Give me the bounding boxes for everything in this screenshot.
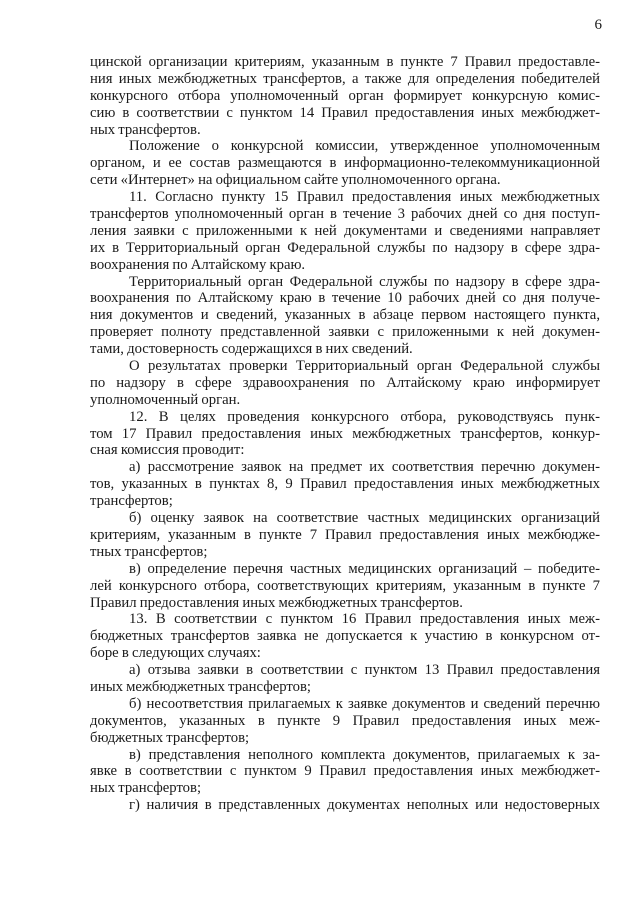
text-line: ния документов и сведений, указанных в абзаце первом настоящего пункта, xyxy=(90,307,600,324)
text-line: б) оценку заявок на соответствие частных медицинских организаций xyxy=(129,510,600,527)
text-line: иных межбюджетных трансфертов; xyxy=(90,678,311,695)
text-line: органом, и ее состав размещаются в информационно-телекоммуникационной xyxy=(90,155,600,172)
text-line: их в Территориальный орган Федеральной службы по надзору в сфере здра- xyxy=(90,239,600,256)
text-line: в) представления неполного комплекта документов, прилагаемых к за- xyxy=(129,746,600,763)
text-line: сию в соответствии с пунктом 14 Правил предоставления иных межбюджет- xyxy=(90,104,600,121)
text-line: по надзору в сфере здравоохранения по Алтайскому краю информирует xyxy=(90,374,600,391)
text-line: документов, указанных в пункте 9 Правил предоставления иных меж- xyxy=(90,712,600,729)
text-line: критериям, указанным в пункте 7 Правил предоставления иных межбюдже- xyxy=(90,526,600,543)
text-line: а) рассмотрение заявок на предмет их соответствия перечню докумен- xyxy=(129,459,600,476)
text-line: цинской организации критериям, указанным в пункте 7 Правил предоставле- xyxy=(90,54,600,70)
text-line: г) наличия в представленных документах неполных или недостоверных xyxy=(129,797,600,814)
text-line: лей конкурсного отбора, соответствующих критериям, указанным в пункте 7 xyxy=(90,577,600,594)
text-line: сная комиссия проводит: xyxy=(90,442,245,459)
text-line: тов, указанных в пунктах 8, 9 Правил предоставления иных межбюджетных xyxy=(90,476,600,493)
text-line: ных трансфертов; xyxy=(90,780,202,797)
text-line: воохранения по Алтайскому краю. xyxy=(90,256,306,273)
text-line: 11. Согласно пункту 15 Правил предоставления иных межбюджетных xyxy=(129,189,600,206)
text-line: уполномоченный орган. xyxy=(90,391,241,408)
text-line: в) определение перечня частных медицинских организаций – победите- xyxy=(129,560,600,577)
text-line: а) отзыва заявки в соответствии с пунктом 13 Правил предоставления xyxy=(129,662,600,679)
text-line: ления заявки с приложенными к ней документами и сведениями направляет xyxy=(90,222,600,239)
body-text xyxy=(90,54,600,814)
text-line: бюджетных трансфертов заявка не допускается к участию в конкурсном от- xyxy=(90,628,600,645)
text-line: тных трансфертов; xyxy=(90,543,208,560)
text-line: б) несоответствия прилагаемых к заявке документов и сведений перечню xyxy=(129,695,600,712)
text-line: 12. В целях проведения конкурсного отбора, руководствуясь пунк- xyxy=(129,408,600,425)
text-line: том 17 Правил предоставления иных межбюджетных трансфертов, конкур- xyxy=(90,425,600,442)
text-line: Положение о конкурсной комиссии, утвержденное уполномоченным xyxy=(129,138,600,155)
page-number: 6 xyxy=(594,17,602,33)
text-line: 13. В соответствии с пунктом 16 Правил предоставления иных меж- xyxy=(129,611,600,628)
text-line: бюджетных трансфертов; xyxy=(90,729,250,746)
text-line: тами, достоверность содержащихся в них сведений. xyxy=(90,341,413,358)
text-line: Правил предоставления иных межбюджетных трансфертов. xyxy=(90,594,463,611)
text-line: явке в соответствии с пунктом 9 Правил предоставления иных межбюджет- xyxy=(90,763,600,780)
text-line: ных трансфертов. xyxy=(90,121,201,138)
text-line: Территориальный орган Федеральной службы по надзору в сфере здра- xyxy=(129,273,600,290)
text-line: воохранения по Алтайскому краю в течение 10 рабочих дней со дня получе- xyxy=(90,290,600,307)
text-line: О результатах проверки Территориальный орган Федеральной службы xyxy=(129,358,600,375)
text-line: сети «Интернет» на официальном сайте уполномоченного органа. xyxy=(90,172,501,189)
text-line: трансфертов; xyxy=(90,493,173,510)
text-line: ния иных межбюджетных трансфертов, а также для определения победителей xyxy=(90,70,600,87)
text-line: боре в следующих случаях: xyxy=(90,645,261,662)
text-line: трансфертов уполномоченный орган в течение 3 рабочих дней со дня поступ- xyxy=(90,206,600,223)
text-line: конкурсного отбора уполномоченный орган формирует конкурсную комис- xyxy=(90,87,600,104)
text-line: проверяет полноту представленной заявки с приложенными к ней докумен- xyxy=(90,324,600,341)
